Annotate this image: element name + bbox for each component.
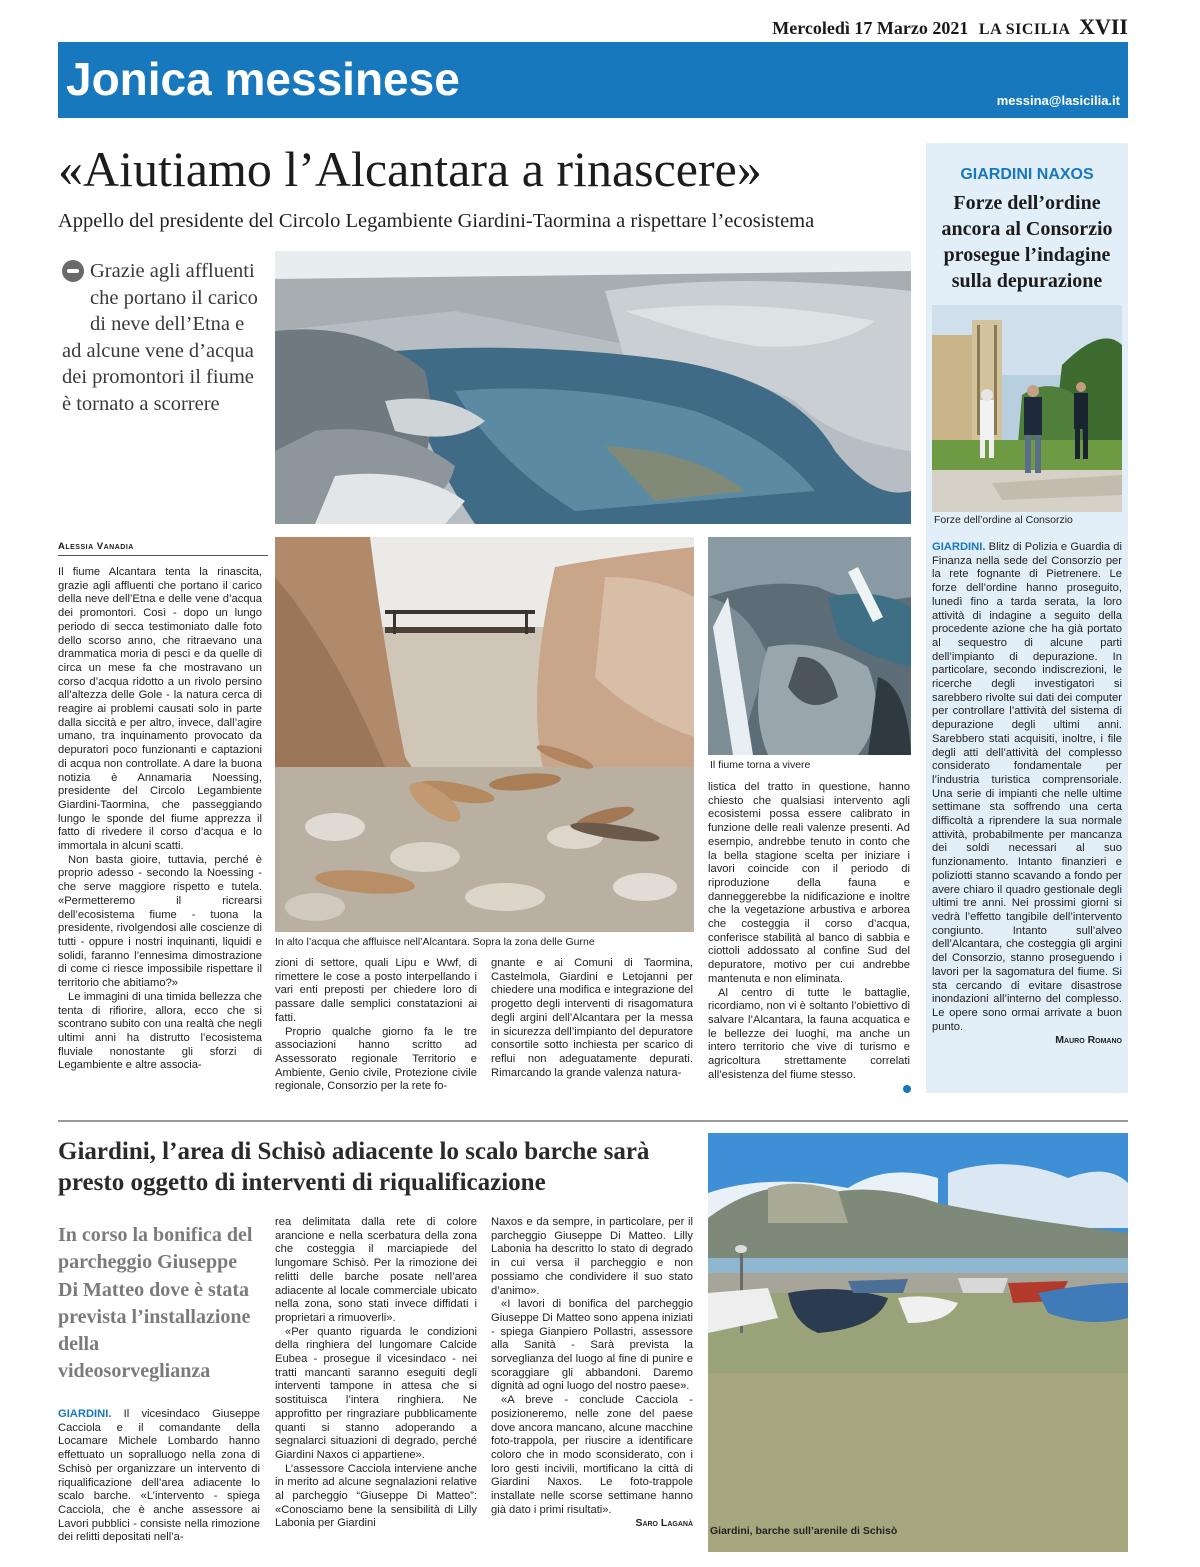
main-col2-para-2: Proprio qualche giorno fa le tre associazioni hanno scritto ad Assessorato regionale Territorio e Ambiente, Genio civile, Protezione civile regionale, Consorzio per la rete fo- <box>275 1025 477 1093</box>
section-band <box>58 42 1128 118</box>
second-col1-para <box>58 1408 260 1545</box>
caption-dead-fish: In alto l’acqua che affluisce nell’Alcantara. Sopra la zona delle Gurne <box>275 936 595 948</box>
sidebar-kicker: GIARDINI. <box>932 541 986 553</box>
second-col1-text: Il vicesindaco Giuseppe Cacciola e il comandante della Locamare Michele Lombardo hanno effettuato un sopralluogo nella zona di Schisò per organizzare un intervento di riqualificazione dell’area adiacente lo scalo barche. «L’intervento - spiega Cacciola, che è anche assessore ai Lavori pubblici - consiste nella rimozione dei relitti depositati nell’a- <box>58 1408 260 1544</box>
photo-dead-fish <box>275 537 694 932</box>
sidebar-body-para <box>932 541 1122 1034</box>
main-column-1 <box>58 566 262 1096</box>
second-column-3 <box>491 1216 693 1562</box>
sidebar-author: Mauro Romano <box>1055 1034 1122 1047</box>
photo-waterfall <box>708 537 911 755</box>
second-col3-para-2: «I lavori di bonifica del parcheggio Giuseppe Di Matteo sono appena iniziati - spiega Gianpiero Pollastri, assessore alla Sanità - Sarà prevista la sorveglianza del luogo al fine di punire e scoraggiare gli abbandoni. Daremo dignità ad ogni luogo del nostro paese». <box>491 1298 693 1393</box>
sidebar-headline: Forze dell’ordine ancora al Consorzio prosegue l’indagine sulla depurazione <box>941 192 1113 292</box>
photo-boats-schiso <box>708 1133 1128 1552</box>
main-teaser <box>62 258 267 417</box>
section-divider <box>58 1120 1128 1122</box>
photo-gorge <box>275 251 911 524</box>
section-title: Jonica messinese <box>66 53 460 105</box>
main-col1-para-3: Le immagini di una timida bellezza che tenta di rifiorire, allora, ecco che si scontrano subito con una realtà che negli ultimi anni ha distrutto l’ecosistema fluviale nonostante gli sforzi di Legambiente e altre associa- <box>58 990 262 1072</box>
second-author: Saro Laganà <box>635 1517 693 1530</box>
sidebar-body <box>932 541 1122 1083</box>
issue-date: Mercoledì 17 Marzo 2021 <box>772 18 969 38</box>
sidebar-location: GIARDINI NAXOS <box>960 166 1094 183</box>
second-col3-para-1: Naxos e da sempre, in particolare, per il parcheggio Giuseppe Di Matteo. Lilly Labonia ha descritto lo stato di degrado in cui versa il parcheggio e non possiamo che condividere il suo stato d’animo». <box>491 1216 693 1297</box>
second-col2-para-2: «Per quanto riguarda le condizioni della ringhiera del lungomare Calcide Eubea - prosegue il vicesindaco - nei tratti mancanti saranno eseguiti degli interventi tampone in attesa che si sostituisca l’intera ringhiera. Ne approfitto per ringraziare pubblicamente quanti si stanno adoperando a segnalarci situazioni di degrado, perché Giardini Naxos ci appartiene». <box>275 1325 477 1461</box>
sidebar-photo-caption: Forze dell’ordine al Consorzio <box>934 514 1073 526</box>
main-col3-para-1: gnante e ai Comuni di Taormina, Castelmola, Giardini e Letojanni per chiedere una modifica e integrazione del progetto degli interventi di risagomatura degli argini dell’Alcantara per la messa in sicurezza dell’impianto del depuratore consortile sotto inchiesta per scarico di reflui non adeguatamente depurati. Rimarcando la grande valenza natura- <box>491 957 693 1079</box>
main-col1-para-2: Non basta gioire, tuttavia, perché è proprio adesso - secondo la Noessing - che serve maggiore rispetto e tutela. «Permetteremo il ricrearsi dell’ecosistema fiume - tuona la presidente, rivolgendosi alle coscienze di tutti - oppure i nostri inquinanti, liquidi e solidi, faranno l’ennesima dimostrazione di come ci riesce impossibile rispettare il territorio che abitiamo?» <box>58 853 262 990</box>
page-number: XVII <box>1079 14 1128 39</box>
main-column-4 <box>708 781 910 1096</box>
newspaper-name: LA SICILIA <box>978 21 1071 38</box>
dateline <box>772 14 1128 40</box>
second-teaser: In corso la bonifica del parcheggio Giuseppe Di Matteo dove è stata prevista l’installazione della videosorveglianza <box>58 1224 253 1383</box>
main-column-3 <box>491 957 693 1097</box>
main-column-2 <box>275 957 477 1097</box>
second-col2-para-3: L’assessore Cacciola interviene anche in merito ad alcune segnalazioni relative al parcheggio “Giuseppe Di Matteo”: «Conosciamo bene la sensibilità di Lilly Labonia per Giardini <box>275 1462 477 1530</box>
photo-police-consortium <box>932 305 1122 512</box>
byline-rule <box>58 555 268 556</box>
main-col4-para-2: Al centro di tutte le battaglie, ricordiamo, non vi è soltanto l’obiettivo di salvare l’Alcantara, la fauna acquatica e le bellezze dei luoghi, ma anche un intero territorio che vive di turismo e agricoltura strettamente correlati all’esistenza del fiume stesso. <box>708 986 910 1081</box>
second-column-1 <box>58 1408 260 1560</box>
second-kicker: GIARDINI. <box>58 1408 112 1420</box>
main-col2-para-1: zioni di settore, quali Lipu e Wwf, di rimettere le cose a posto interpellando i vari enti preposti per chiedere loro di passare dalle semplici constatazioni ai fatti. <box>275 957 477 1024</box>
caption-boats: Giardini, barche sull’arenile di Schisò <box>710 1525 898 1537</box>
main-col1-para-1: Il fiume Alcantara tenta la rinascita, grazie agli affluenti che portano il carico della neve dell’Etna e delle vene d’acqua dei promontori. Così - dopo un lungo periodo di secca testimoniato dalle foto dello scorso anno, che ritraevano una drammatica moria di pesci e da quelle di circa un mese fa che mostravano un corso d’acqua ridotto a un rivolo persino all’altezza delle Gole - la natura cerca di reagire ai problemi causati solo in parte dalla siccità e per altro, invece, dall’agire umano, tra inquinamento provocato da depuratori poco funzionanti e captazioni di acqua non controllate. A dare la buona notizia è Annamaria Noessing, presidente del Circolo Legambiente Giardini-Taormina, che passeggiando lungo le sponde del fiume apprezza il fatto di rivedere il corso d’acqua e lo immortala in alcuni scatti. <box>58 566 262 853</box>
main-col4-para-1: listica del tratto in questione, hanno chiesto che qualsiasi intervento agli ecosistemi possa essere calibrato in funzione delle reali valenze presenti. Ad esempio, andrebbe tenuto in conto che la bella stagione scelta per iniziare i lavori coincide con il periodo di riproduzione della fauna e danneggerebbe la nidificazione e inoltre che la vegetazione arbustiva e arborea che costeggia il corso d’acqua, conferisce stabilità al banco di sabbia e ciottoli addossato al confine Sud del depuratore, motivo per cui andrebbe mantenuta e non eliminata. <box>708 781 910 985</box>
sidebar-body-text: Blitz di Polizia e Guardia di Finanza nella sede del Consorzio per la rete fognante di Pietrenere. Le forze dell’ordine hanno proseguito, lunedì fino a tarda serata, la loro attività di indagine a seguito della procedente azione che ha già portato al sequestro di alcune parti dell’impianto di depurazione. In particolare, secondo indiscrezioni, le ricerche degli investigatori si sarebbero rivolte sui dati dei computer per controllare l’attività del sistema di depurazione degli ultimi anni. Sarebbero stati acquisiti, inoltre, i file degli atti dell’attività del complesso considerato fondamentale per l’industria turistica comprensoriale. Una serie di impianti che nelle ultime settimane sta soffrendo una certa difficoltà a riprendere la sua normale attività, probabilmente per mancanza dei soldi necessari al suo funzionamento. Intanto finanzieri e poliziotti stanno scavando a fondo per avere chiaro il quadro gestionale degli ultimi tre anni. Nei prossimi giorni si vedrà l’effetto tangibile dell’intervento congiunto. Intanto sull’alveo dell’Alcantara, che costeggia gli argini del Consorzio, stanno proseguendo i lavori per la sagomatura del fiume. Si sta cercando di evitare disastrose inondazioni all’interno del complesso. Le opere sono ormai arrivate a buon punto. <box>932 541 1122 1033</box>
minus-bullet-icon <box>62 260 84 282</box>
second-col2-para-1: rea delimitata dalla rete di colore arancione e nella scerbatura della zona che costeggia il marciapiede del lungomare Schisò. Per la rimozione dei relitti delle barche posate nell’area adiacente al locale commerciale ubicato nella zona, sono stati invece diffidati i proprietari a rimuoverli». <box>275 1216 477 1324</box>
main-teaser-text: Grazie agli affluenti che portano il carico di neve dell’Etna e ad alcune vene d’acqua dei promontori il fiume è tornato a scorrere <box>62 260 258 415</box>
second-headline: Giardini, l’area di Schisò adiacente lo scalo barche sarà presto oggetto di interventi di riqualificazione <box>58 1138 650 1196</box>
main-headline: «Aiutiamo l’Alcantara a rinascere» <box>58 141 762 197</box>
second-column-2 <box>275 1216 477 1560</box>
main-author: Alessia Vanadia <box>58 541 134 552</box>
caption-waterfall: Il fiume torna a vivere <box>710 759 811 771</box>
article-end-dot <box>903 1085 911 1093</box>
section-email: messina@lasicilia.it <box>996 93 1120 108</box>
main-subhead: Appello del presidente del Circolo Legambiente Giardini-Taormina a rispettare l’ecosistema <box>58 210 815 232</box>
second-col3-para-3: «A breve - conclude Cacciola - posizioneremo, nelle zone del paese dove ancora mancano, alcune macchine foto-trappola, per riuscire a identificare coloro che in modo sconsiderato, con i loro gesti incivili, mortificano la città di Giardini Naxos. Le foto-trappole installate nelle scorse settimane hanno già dato i primi risultati». <box>491 1394 693 1516</box>
